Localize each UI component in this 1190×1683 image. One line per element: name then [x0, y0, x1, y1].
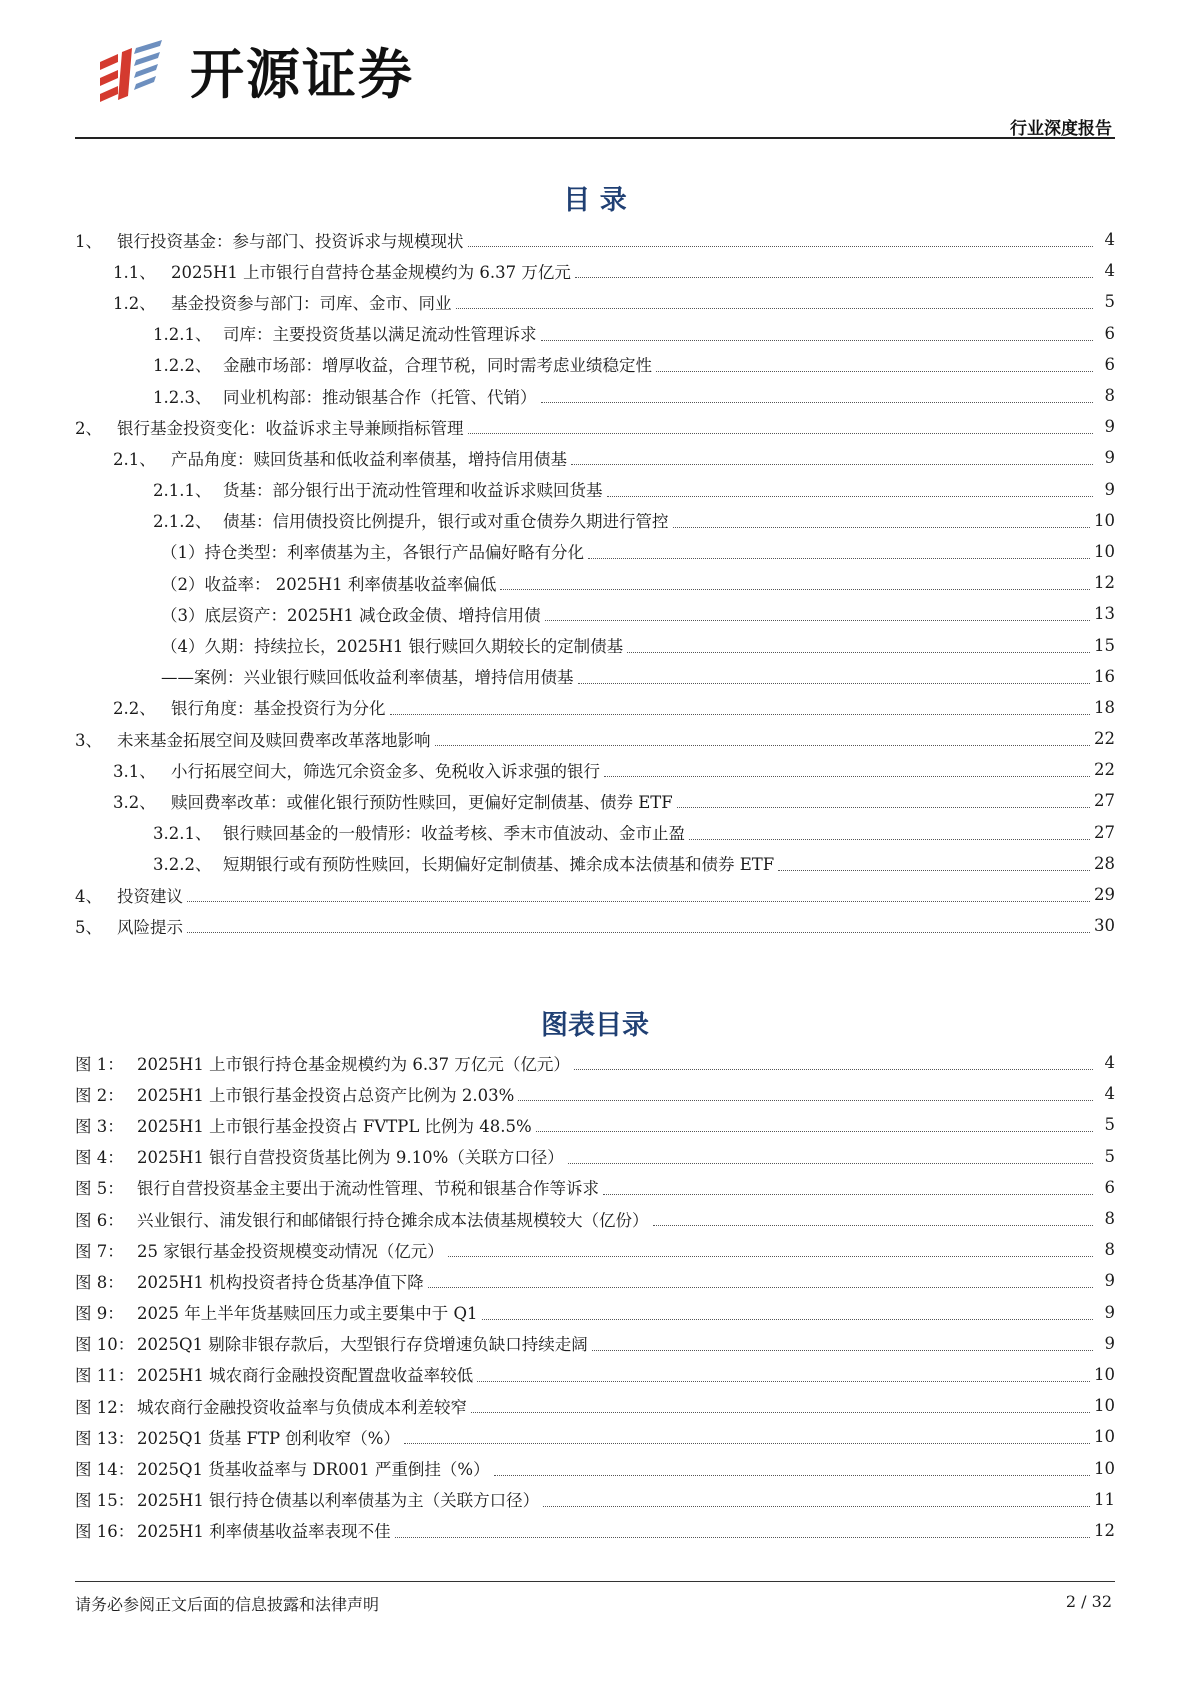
toc-entry[interactable]: 1、 银行投资基金：参与部门、投资诉求与规模现状 4: [75, 230, 1115, 251]
toc-entry[interactable]: 3.2.2、 短期银行或有预防性赎回，长期偏好定制债基、摊余成本法债基和债券 ETF 28: [153, 853, 1115, 875]
figure-entry[interactable]: 图 12： 城农商行金融投资收益率与负债成本利差较窄 10: [75, 1396, 1115, 1417]
figures-title: 图表目录: [541, 1010, 649, 1041]
toc-entry[interactable]: （3）底层资产：2025H1 减仓政金债、增持信用债 13: [161, 604, 1115, 625]
toc-entry[interactable]: 5、 风险提示 30: [75, 916, 1115, 937]
header-divider: [75, 137, 1115, 139]
figure-entry[interactable]: 图 15： 2025H1 银行持仓债基以利率债基为主（关联方口径） 11: [75, 1489, 1115, 1511]
toc-entry[interactable]: 4、 投资建议 29: [75, 885, 1115, 906]
figure-entry[interactable]: 图 11： 2025H1 城农商行金融投资配置盘收益率较低 10: [75, 1364, 1115, 1386]
figure-entry[interactable]: 图 10： 2025Q1 剔除非银存款后，大型银行存贷增速负缺口持续走阔 9: [75, 1333, 1115, 1355]
figure-list: [75, 1047, 1115, 1546]
toc-entry[interactable]: 3.2、 赎回费率改革：或催化银行预防性赎回，更偏好定制债基、债券 ETF 27: [113, 791, 1115, 812]
toc-entry[interactable]: （2）收益率： 2025H1 利率债基收益率偏低 12: [161, 573, 1115, 594]
brand-mark-icon: [98, 40, 178, 104]
table-of-contents: [75, 224, 1115, 941]
toc-entry[interactable]: 2.2、 银行角度：基金投资行为分化 18: [113, 697, 1115, 719]
toc-entry[interactable]: 2、 银行基金投资变化：收益诉求主导兼顾指标管理 9: [75, 417, 1115, 438]
figure-entry[interactable]: 图 3： 2025H1 上市银行基金投资占 FVTPL 比例为 48.5% 5: [75, 1115, 1115, 1136]
report-type: 行业深度报告: [1010, 119, 1112, 139]
figure-entry[interactable]: 图 14： 2025Q1 货基收益率与 DR001 严重倒挂（%） 10: [75, 1458, 1115, 1480]
figure-entry[interactable]: 图 6： 兴业银行、浦发银行和邮储银行持仓摊余成本法债基规模较大（亿份） 8: [75, 1209, 1115, 1230]
toc-entry[interactable]: 2.1.1、 货基：部分银行出于流动性管理和收益诉求赎回货基 9: [153, 479, 1115, 501]
brand-name: 开源证券: [190, 43, 414, 106]
footer-divider: [75, 1581, 1115, 1582]
toc-entry[interactable]: 2.1.2、 债基：信用债投资比例提升，银行或对重仓债券久期进行管控 10: [153, 510, 1115, 532]
toc-entry[interactable]: 2.1、 产品角度：赎回货基和低收益利率债基，增持信用债基 9: [113, 448, 1115, 469]
toc-entry[interactable]: 1.1、 2025H1 上市银行自营持仓基金规模约为 6.37 万亿元 4: [113, 261, 1115, 282]
figure-entry[interactable]: 图 13： 2025Q1 货基 FTP 创利收窄（%） 10: [75, 1427, 1115, 1448]
toc-entry[interactable]: 1.2.3、 同业机构部：推动银基合作（托管、代销） 8: [153, 386, 1115, 407]
figure-entry[interactable]: 图 8： 2025H1 机构投资者持仓货基净值下降 9: [75, 1271, 1115, 1292]
toc-title: 目 录: [563, 185, 627, 216]
brand-logo: [98, 40, 528, 110]
toc-entry[interactable]: 1.2、 基金投资参与部门：司库、金市、同业 5: [113, 292, 1115, 313]
toc-entry[interactable]: 1.2.1、 司库：主要投资货基以满足流动性管理诉求 6: [153, 323, 1115, 345]
toc-entry[interactable]: 3、 未来基金拓展空间及赎回费率改革落地影响 22: [75, 729, 1115, 750]
figure-entry[interactable]: 图 16： 2025H1 利率债基收益率表现不佳 12: [75, 1520, 1115, 1542]
toc-entry[interactable]: （1）持仓类型：利率债基为主，各银行产品偏好略有分化 10: [161, 541, 1115, 563]
figure-entry[interactable]: 图 2： 2025H1 上市银行基金投资占总资产比例为 2.03% 4: [75, 1084, 1115, 1105]
figure-entry[interactable]: 图 1： 2025H1 上市银行持仓基金规模约为 6.37 万亿元（亿元） 4: [75, 1053, 1115, 1074]
footer-disclaimer: 请务必参阅正文后面的信息披露和法律声明: [75, 1595, 380, 1614]
toc-entry[interactable]: 3.2.1、 银行赎回基金的一般情形：收益考核、季末市值波动、金市止盈 27: [153, 822, 1115, 844]
figure-entry[interactable]: 图 7： 25 家银行基金投资规模变动情况（亿元） 8: [75, 1240, 1115, 1261]
toc-entry[interactable]: 3.1、 小行拓展空间大，筛选冗余资金多、免税收入诉求强的银行 22: [113, 760, 1115, 781]
toc-entry[interactable]: 1.2.2、 金融市场部：增厚收益，合理节税，同时需考虑业绩稳定性 6: [153, 354, 1115, 376]
figure-entry[interactable]: 图 4： 2025H1 银行自营投资货基比例为 9.10%（关联方口径） 5: [75, 1146, 1115, 1168]
toc-entry[interactable]: （4）久期：持续拉长，2025H1 银行赎回久期较长的定制债基 15: [161, 635, 1115, 657]
figure-entry[interactable]: 图 9： 2025 年上半年货基赎回压力或主要集中于 Q1 9: [75, 1302, 1115, 1324]
figure-entry[interactable]: 图 5： 银行自营投资基金主要出于流动性管理、节税和银基合作等诉求 6: [75, 1177, 1115, 1199]
toc-entry[interactable]: ——案例：兴业银行赎回低收益利率债基，增持信用债基 16: [161, 666, 1115, 688]
page-number: 2 / 32: [1065, 1592, 1112, 1611]
